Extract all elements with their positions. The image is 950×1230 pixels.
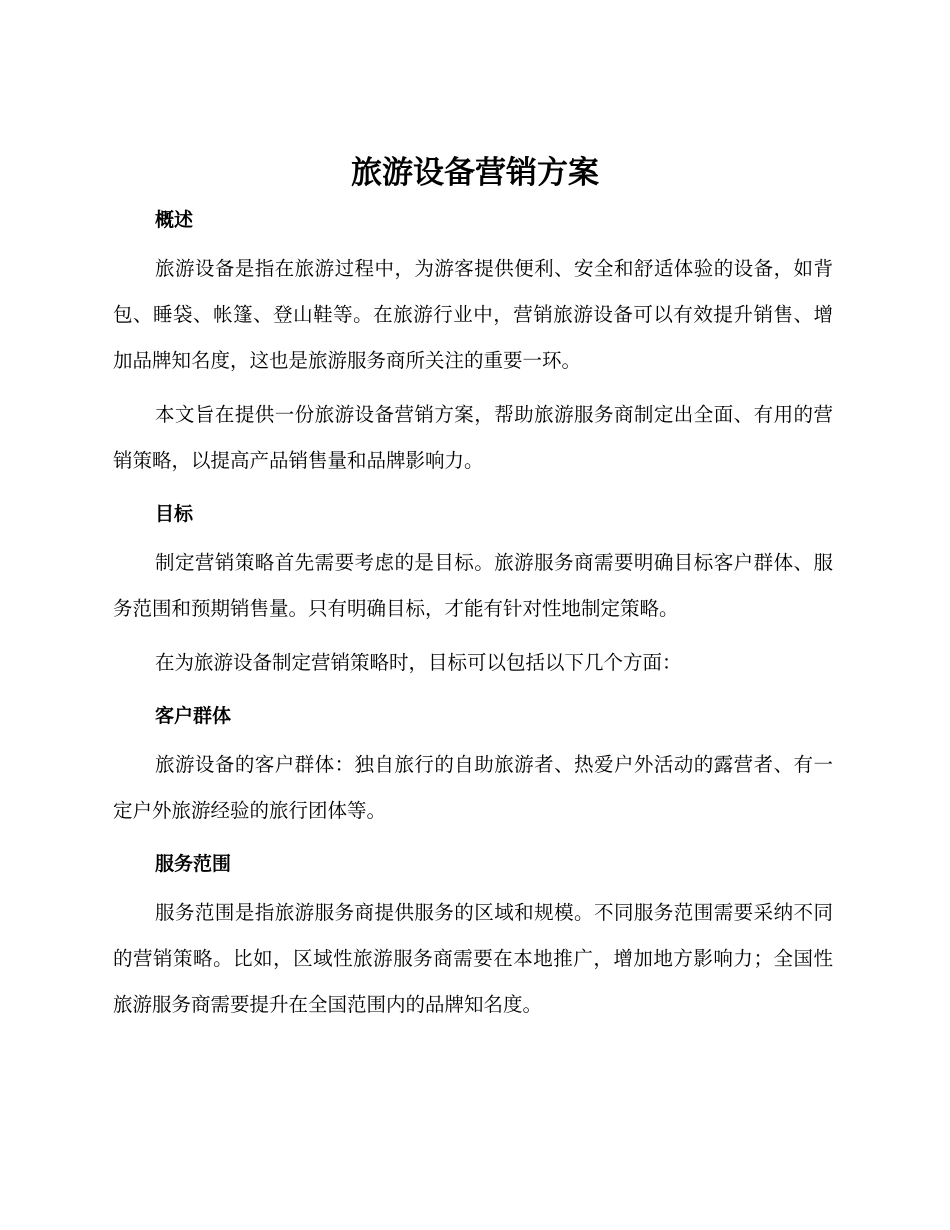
paragraph-goals-1: 制定营销策略首先需要考虑的是目标。旅游服务商需要明确目标客户群体、服务范围和预期销售量。只有明确目标，才能有针对性地制定策略。: [113, 551, 833, 620]
paragraph-service-scope: 服务范围是指旅游服务商提供服务的区域和规模。不同服务范围需要采纳不同的营销策略。比如，区域性旅游服务商需要在本地推广，增加地方影响力；全国性旅游服务商需要提升在全国范围内的品牌知名度。: [113, 901, 833, 1016]
section-heading-goals: 目标: [155, 503, 194, 525]
section-heading-service-scope: 服务范围: [155, 853, 232, 875]
paragraph-goals-2: 在为旅游设备制定营销策略时，目标可以包括以下几个方面：: [155, 651, 682, 674]
paragraph-overview-1: 旅游设备是指在旅游过程中，为游客提供便利、安全和舒适体验的设备，如背包、睡袋、帐篷、登山鞋等。在旅游行业中，营销旅游设备可以有效提升销售、增加品牌知名度，这也是旅游服务商所关注的重要一环。: [113, 257, 833, 372]
document-title: 旅游设备营销方案: [351, 155, 599, 191]
section-heading-customer-groups: 客户群体: [155, 705, 232, 727]
paragraph-overview-2: 本文旨在提供一份旅游设备营销方案，帮助旅游服务商制定出全面、有用的营销策略，以提高产品销售量和品牌影响力。: [113, 403, 833, 472]
paragraph-customer-groups: 旅游设备的客户群体：独自旅行的自助旅游者、热爱户外活动的露营者、有一定户外旅游经验的旅行团体等。: [113, 753, 833, 822]
section-heading-overview: 概述: [155, 209, 194, 231]
document-body: [113, 198, 833, 1036]
